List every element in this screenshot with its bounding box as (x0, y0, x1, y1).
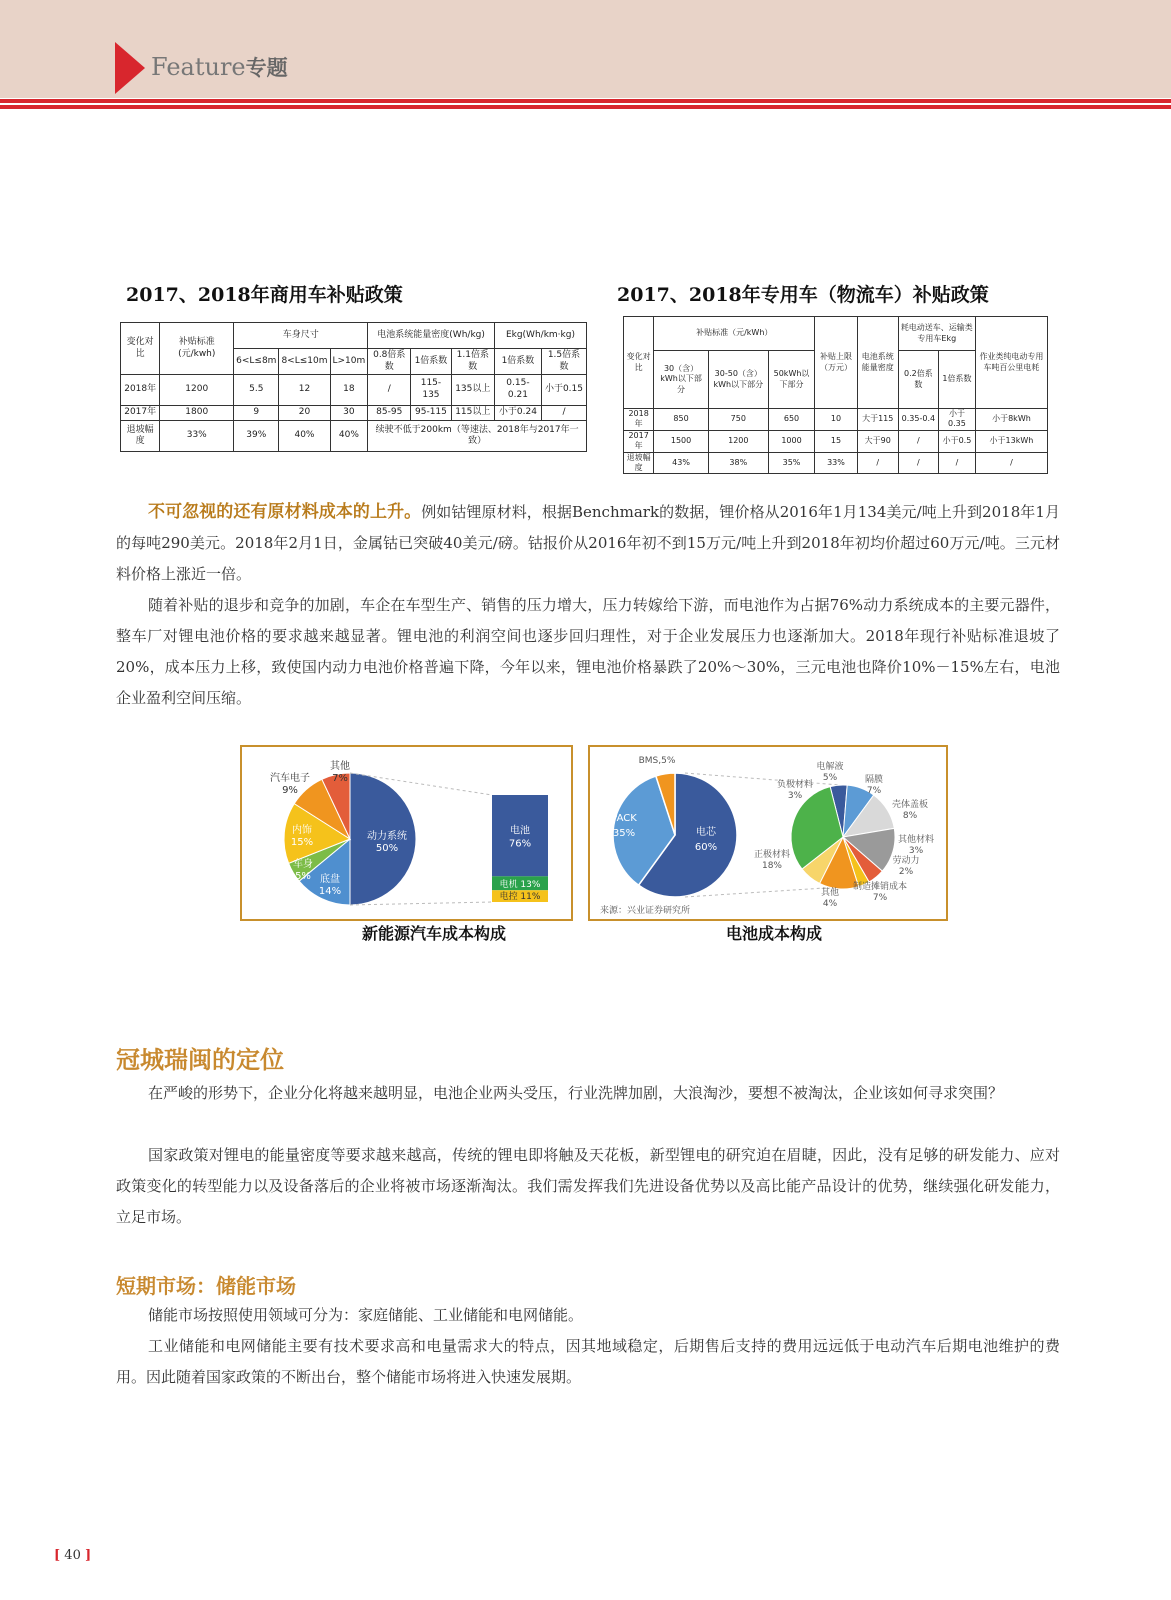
page-number-value: 40 (64, 1548, 81, 1563)
table-row (624, 452, 1048, 474)
table-cell: 退坡幅度 (624, 452, 654, 474)
table-cell: / (368, 375, 411, 406)
pie-label: PACK (611, 813, 637, 824)
t2-sub: 50kWh以下部分 (768, 351, 814, 409)
paragraph-text: 例如钴锂原材料，根据Benchmark的数据，锂价格从2016年1月134美元/吨上升到2018年1月的每吨290美元。2018年2月1日，金属钴已突破40美元/磅。钴报价从2016年初不到15万元/吨上升到2018年初均价超过60万元/吨。三元材料价格上涨近一倍。 (116, 503, 1061, 583)
t1-sub: 1.1倍系数 (451, 349, 494, 375)
breakdown-label: 劳动力 (892, 856, 920, 866)
t1-sub: L>10m (330, 349, 368, 375)
header-title (151, 52, 288, 82)
table-cell: 18 (330, 375, 368, 406)
header-flag-icon (115, 42, 145, 94)
table-cell: 2018年 (624, 409, 654, 431)
chart-battery-cost-box (588, 745, 948, 921)
table-cell: 小于8kWh (975, 409, 1047, 431)
t2-sub: 30-50（含）kWh以下部分 (708, 351, 768, 409)
header-label-cn: 专题 (245, 56, 288, 80)
breakdown-value: 7% (866, 786, 882, 796)
table-cell: 40% (330, 421, 368, 452)
t2-sub: 30（含）kWh以下部分 (654, 351, 708, 409)
breakdown-label: 电解液 (816, 762, 844, 772)
table-cell: 20 (279, 405, 330, 421)
pie-value: 7% (332, 773, 348, 784)
chart-source: 来源：兴业证券研究所 (600, 906, 691, 916)
t1-sub: 8<L≤10m (279, 349, 330, 375)
table-cell: 2017年 (624, 430, 654, 452)
table-cell: 33% (160, 421, 234, 452)
pie-label: 内饰 (292, 825, 312, 836)
header-label-en: Feature (151, 53, 246, 81)
table-cell: 2018年 (121, 375, 160, 406)
paragraph-situation: 在严峻的形势下，企业分化将越来越明显，电池企业两头受压，行业洗牌加剧，大浪淘沙，要想不被淘汰，企业该如何寻求突围？ (148, 1084, 1004, 1102)
table-row (121, 375, 587, 406)
table-cell: 1000 (768, 430, 814, 452)
breakdown-label: 隔膜 (864, 775, 884, 785)
table-cell: 39% (234, 421, 279, 452)
table-cell: 大于115 (857, 409, 898, 431)
table-cell: 10 (815, 409, 857, 431)
t1-sub: 1.5倍系数 (541, 349, 586, 375)
breakdown-label: 其他 (820, 888, 840, 898)
connector-line (350, 902, 492, 905)
t2-h-work: 作业类纯电动专用车吨百公里电耗 (975, 317, 1047, 409)
bar-label: 电池 (510, 825, 530, 837)
breakdown-label: 负极材料 (776, 780, 814, 790)
table-cell: 0.35-0.4 (898, 409, 938, 431)
table1-title: 2017、2018年商用车补贴政策 (126, 284, 403, 306)
table-cell: 95-115 (411, 405, 451, 421)
pie-label: 汽车电子 (270, 773, 310, 784)
bar-value: 76% (508, 838, 532, 850)
paragraph-policy: 国家政策对锂电的能量密度等要求越来越高，传统的锂电即将触及天花板，新型锂电的研究迫在眉睫，因此，没有足够的研发能力、应对政策变化的转型能力以及设备落后的企业将被市场逐渐淘汰。我们需发挥我们先进设备优势以及高比能产品设计的优势，继续强化研发能力，立足市场。 (116, 1146, 1060, 1226)
table-cell: 1500 (654, 430, 708, 452)
table-cell: 115-135 (411, 375, 451, 406)
table-row (121, 421, 587, 452)
breakdown-value: 3% (908, 846, 924, 856)
table-cell: 1800 (160, 405, 234, 421)
pie-value: 9% (282, 785, 298, 796)
bar-label: 电机 13% (499, 880, 541, 891)
table-cell: 9 (234, 405, 279, 421)
table-cell: 1200 (708, 430, 768, 452)
bar-label: 电控 11% (499, 892, 541, 902)
table-cell: 15 (815, 430, 857, 452)
table-cell: / (939, 452, 976, 474)
table-row (121, 405, 587, 421)
table-cell: 750 (708, 409, 768, 431)
table-cell: 135以上 (451, 375, 494, 406)
table-cell: 1200 (160, 375, 234, 406)
table-cell: 38% (708, 452, 768, 474)
table-cell: 小于0.24 (494, 405, 541, 421)
table-cell: 40% (279, 421, 330, 452)
table-cell: 12 (279, 375, 330, 406)
paragraph-lead: 不可忽视的还有原材料成本的上升。 (148, 502, 422, 522)
pie-label: 其他 (330, 761, 350, 772)
breakdown-label: 其他材料 (897, 835, 935, 845)
t1-sub: 0.8倍系数 (368, 349, 411, 375)
paragraph-competition: 随着补贴的退步和竞争的加剧，车企在车型生产、销售的压力增大，压力转嫁给下游，而电池作为占据76%动力系统成本的主要元器件，整车厂对锂电池价格的要求越来越显著。锂电池的利润空间也逐步回归理性，对于企业发展压力也逐渐加大。2018年现行补贴标准退坡了20%，成本压力上移，致使国内动力电池价格普遍下降，今年以来，锂电池价格暴跌了20%～30%，三元电池也降价10%－15%左右，电池企业盈利空间压缩。 (116, 596, 1060, 707)
t1-h-ekg: Ekg(Wh/km·kg) (494, 323, 586, 349)
pie-label: 底盘 (320, 874, 340, 885)
table-cell: / (898, 452, 938, 474)
pie-label: 动力系统 (367, 831, 407, 842)
table2 (623, 316, 1048, 474)
table-cell: 85-95 (368, 405, 411, 421)
breakdown-value: 3% (787, 791, 803, 801)
breakdown-value: 8% (902, 811, 918, 821)
table2-title: 2017、2018年专用车（物流车）补贴政策 (617, 284, 989, 306)
t1-h-standard: 补贴标准(元/kwh) (160, 323, 234, 375)
table-cell: 30 (330, 405, 368, 421)
t1-sub: 6<L≤8m (234, 349, 279, 375)
table-cell: / (541, 405, 586, 421)
t1-sub: 1倍系数 (411, 349, 451, 375)
paragraph-materials (116, 497, 1060, 590)
pie-label: BMS,5% (638, 756, 676, 766)
header-divider-inner (0, 103, 1171, 105)
t1-h-size: 车身尺寸 (234, 323, 368, 349)
table-cell: 退坡幅度 (121, 421, 160, 452)
t2-h-density: 电池系统能量密度 (857, 317, 898, 409)
pie-value: 5% (295, 871, 311, 882)
table-cell: 650 (768, 409, 814, 431)
breakdown-value: 2% (898, 867, 914, 877)
t2-h-cap: 补贴上限（万元） (815, 317, 857, 409)
table-cell: 小于13kWh (975, 430, 1047, 452)
battery-cost-pie-chart (590, 747, 946, 919)
breakdown-label: 正极材料 (753, 850, 791, 860)
pie-value: 15% (290, 837, 314, 848)
t2-h-compare: 变化对比 (624, 317, 654, 409)
paragraph-storage-market: 工业储能和电网储能主要有技术要求高和电量需求大的特点，因其地域稳定，后期售后支持的费用远远低于电动汽车后期电池维护的费用。因此随着国家政策的不断出台，整个储能市场将进入快速发展期。 (116, 1337, 1060, 1386)
table-cell: 小于0.5 (939, 430, 976, 452)
breakdown-label: 制造摊销成本 (852, 882, 908, 892)
table-cell: 0.15-0.21 (494, 375, 541, 406)
page-header (0, 0, 1171, 98)
breakdown-value: 4% (822, 899, 838, 909)
table-cell: / (975, 452, 1047, 474)
pie-label: 车身 (293, 859, 313, 870)
table-cell: 115以上 (451, 405, 494, 421)
table1 (120, 322, 587, 452)
pie-label: 电芯 (696, 827, 716, 838)
section-title-storage: 短期市场：储能市场 (116, 1274, 296, 1298)
page-number: [ 40 ] (54, 1548, 92, 1563)
t1-sub: 1倍系数 (494, 349, 541, 375)
table-row (624, 430, 1048, 452)
table-cell: 小于0.35 (939, 409, 976, 431)
paragraph-storage-types: 储能市场按照使用领域可分为：家庭储能、工业储能和电网储能。 (148, 1306, 584, 1324)
section-title-positioning: 冠城瑞闽的定位 (116, 1045, 284, 1074)
t2-sub: 0.2倍系数 (898, 351, 938, 409)
table-cell: 续驶不低于200km（等速法、2018年与2017年一致） (368, 421, 587, 452)
chart-vehicle-cost-box (240, 745, 573, 921)
chart2-caption: 电池成本构成 (726, 924, 823, 943)
table-cell: 5.5 (234, 375, 279, 406)
breakdown-value: 18% (761, 861, 783, 871)
table-cell: 35% (768, 452, 814, 474)
t2-sub: 1倍系数 (939, 351, 976, 409)
table-cell: 2017年 (121, 405, 160, 421)
breakdown-label: 壳体盖板 (891, 800, 929, 810)
t1-h-density: 电池系统能量密度(Wh/kg) (368, 323, 495, 349)
breakdown-value: 5% (822, 773, 838, 783)
table-cell: 43% (654, 452, 708, 474)
t2-h-standard: 补贴标准（元/kWh） (654, 317, 815, 351)
t2-h-ekg: 耗电动送车、运输类专用车Ekg (898, 317, 975, 351)
t1-h-compare: 变化对比 (121, 323, 160, 375)
breakdown-value: 7% (872, 893, 888, 903)
table-cell: 33% (815, 452, 857, 474)
table-cell: 850 (654, 409, 708, 431)
vehicle-cost-pie-chart (242, 747, 571, 919)
chart1-caption: 新能源汽车成本构成 (362, 924, 507, 943)
table-cell: 大于90 (857, 430, 898, 452)
table-cell: 小于0.15 (541, 375, 586, 406)
pie-value: 50% (375, 843, 399, 854)
connector-line (685, 887, 840, 897)
table-cell: / (898, 430, 938, 452)
pie-value: 60% (694, 842, 718, 853)
pie-value: 35% (612, 828, 636, 839)
table-cell: / (857, 452, 898, 474)
pie-value: 14% (318, 886, 342, 897)
table-row (624, 409, 1048, 431)
